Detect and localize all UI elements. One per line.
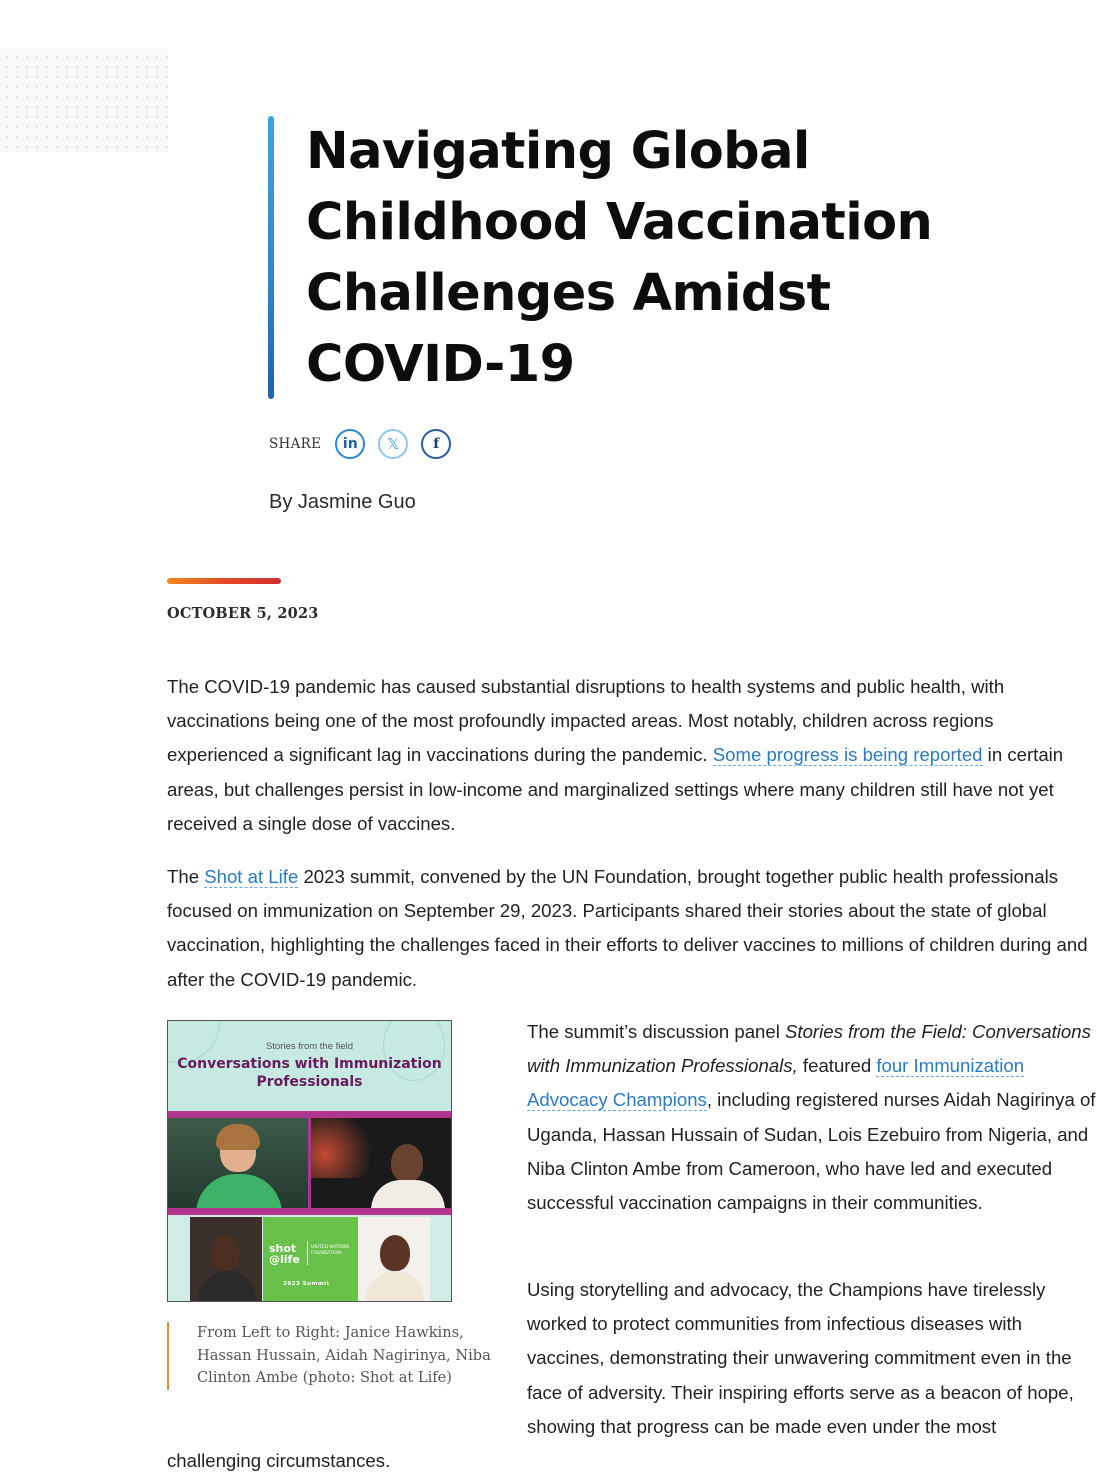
title-block [268,116,968,399]
paragraph-4: Using storytelling and advocacy, the Champions have tirelessly worked to protect communities from infectious diseases with vaccines, demonstrating their unwavering commitment even in the face of adversity. Their inspiring efforts serve as a beacon of hope, showing that progress can be made even under the most [527,1279,1074,1437]
photo-tile-niba [358,1217,430,1301]
paragraph-3 [527,1015,1099,1220]
byline: By Jasmine Guo [269,491,416,513]
photo-tile-janice [168,1118,308,1208]
page-title: Navigating Global Childhood Vaccination Challenges Amidst COVID-19 [306,122,933,394]
photo-tile-aidah [190,1217,262,1301]
paragraph-4-continued: challenging circumstances. [167,1450,391,1471]
title-accent-bar [268,116,274,399]
panel-title-italic: Stories from the Field: Conversations with Immunization Professionals, [527,1021,1091,1077]
paragraph-text: featured [797,1055,877,1077]
linkedin-icon[interactable]: in [335,429,365,459]
shot-at-life-logo [263,1217,358,1301]
paragraph-text: The [167,866,205,887]
paragraph-text: in certain areas, but challenges persist in low-income and marginalized settings where many children still have not yet received a single dose of vaccines. [167,744,1064,834]
photo-title: Conversations with Immunization Professionals [177,1056,442,1090]
photo-kicker: Stories from the field [265,1041,354,1052]
photo-caption: From Left to Right: Janice Hawkins, Hassan Hussain, Aidah Nagirinya, Niba Clinton Ambe (photo: Shot at Life) [167,1322,497,1390]
share-row [269,426,464,462]
champions-link[interactable]: four Immunization Advocacy Champions [527,1055,1025,1111]
date-accent-bar [167,578,281,584]
paragraph-1 [167,670,1072,841]
publish-date: OCTOBER 5, 2023 [167,605,319,622]
panel-photo [167,1020,452,1302]
photo-tile-hassan [311,1118,452,1208]
decorative-dot-pattern [0,48,168,152]
shot-at-life-link[interactable]: Shot at Life [204,866,299,887]
paragraph-text: The COVID-19 pandemic has caused substantial disruptions to health systems and public health, with vaccinations being one of the most profoundly impacted areas. Most notably, children across regions experienced a significant lag in vaccinations during the pandemic. [167,676,1005,766]
facebook-icon[interactable]: f [421,429,451,459]
paragraph-text: , including registered nurses Aidah Nagirinya of Uganda, Hassan Hussain of Sudan, Lois Ezebuiro from Nigeria, and Niba Clinton Ambe from Cameroon, who have led and executed successful vaccination campaigns in their communities. [527,1089,1096,1214]
paragraph-text: 2023 summit, convened by the UN Foundation, brought together public health professionals focused on immunization on September 29, 2023. Participants shared their stories about the state of global vaccination, highlighting the challenges faced in their efforts to deliver vaccines to millions of children during and after the COVID-19 pandemic. [167,866,1088,990]
photo-header [168,1021,451,1113]
paragraph-text: The summit’s discussion panel [527,1021,786,1042]
summit-badge: 2023 Summit [283,1281,330,1287]
progress-report-link[interactable]: Some progress is being reported [712,744,983,766]
logo-text: shot @life [269,1242,300,1266]
share-label: SHARE [269,436,322,452]
x-icon[interactable]: 𝕏 [378,429,408,459]
partner-text: UNITED NATIONS FOUNDATION [311,1245,350,1256]
paragraph-2 [167,860,1100,997]
